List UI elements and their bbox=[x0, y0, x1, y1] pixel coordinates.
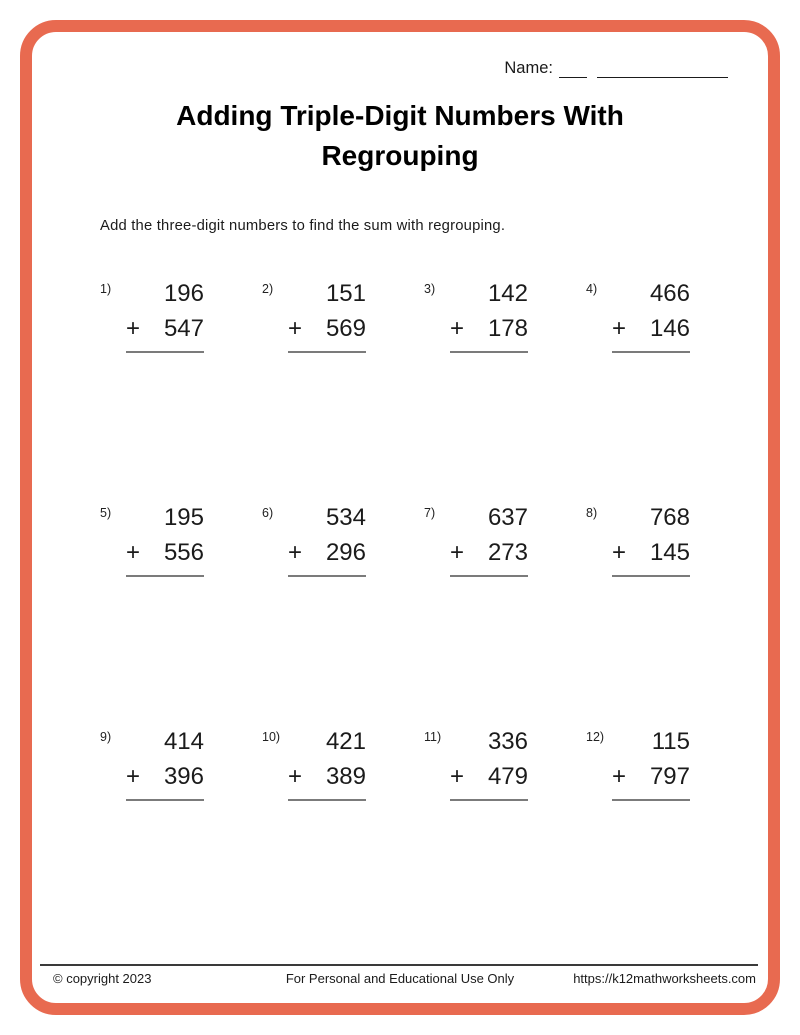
worksheet-title bbox=[0, 96, 800, 176]
addend-top: 336 bbox=[487, 728, 528, 755]
answer-line bbox=[450, 575, 528, 577]
addend-top: 534 bbox=[325, 504, 366, 531]
name-blank-line-long bbox=[597, 59, 728, 78]
addend-top: 151 bbox=[325, 280, 366, 307]
problem-5 bbox=[100, 500, 262, 724]
plus-sign: + bbox=[126, 539, 141, 566]
problem-number: 11) bbox=[424, 730, 442, 744]
addend-bottom: 296 bbox=[325, 539, 366, 566]
answer-line bbox=[288, 351, 366, 353]
answer-line bbox=[612, 351, 690, 353]
plus-sign: + bbox=[450, 315, 465, 342]
problem-number: 3) bbox=[424, 282, 436, 296]
addend-bottom: 389 bbox=[325, 763, 366, 790]
problem-2 bbox=[262, 276, 424, 500]
problem-work bbox=[612, 500, 690, 577]
name-blank-line-short bbox=[559, 59, 587, 78]
addend-bottom: 146 bbox=[649, 315, 690, 342]
title-line-2: Regrouping bbox=[321, 140, 479, 171]
problem-11 bbox=[424, 724, 586, 948]
addend-top: 195 bbox=[163, 504, 204, 531]
problem-work bbox=[126, 276, 204, 353]
problem-work bbox=[288, 500, 366, 577]
answer-line bbox=[126, 799, 204, 801]
plus-sign: + bbox=[126, 315, 141, 342]
problem-10 bbox=[262, 724, 424, 948]
problem-8 bbox=[586, 500, 748, 724]
plus-sign: + bbox=[612, 763, 627, 790]
plus-sign: + bbox=[450, 763, 465, 790]
addend-bottom: 145 bbox=[649, 539, 690, 566]
addend-top: 115 bbox=[651, 728, 690, 755]
plus-sign: + bbox=[612, 539, 627, 566]
problem-work bbox=[612, 276, 690, 353]
name-field bbox=[504, 58, 728, 78]
problem-number: 10) bbox=[262, 730, 281, 744]
problems-grid bbox=[100, 276, 748, 948]
problem-6 bbox=[262, 500, 424, 724]
answer-line bbox=[612, 575, 690, 577]
addend-top: 421 bbox=[325, 728, 366, 755]
problem-number: 2) bbox=[262, 282, 274, 296]
plus-sign: + bbox=[612, 315, 627, 342]
problem-work bbox=[450, 276, 528, 353]
addend-bottom: 479 bbox=[487, 763, 528, 790]
addend-bottom: 797 bbox=[649, 763, 690, 790]
addend-top: 768 bbox=[649, 504, 690, 531]
problem-7 bbox=[424, 500, 586, 724]
problem-1 bbox=[100, 276, 262, 500]
problem-work bbox=[612, 724, 690, 801]
answer-line bbox=[450, 351, 528, 353]
plus-sign: + bbox=[126, 763, 141, 790]
answer-line bbox=[126, 351, 204, 353]
footer-copyright: © copyright 2023 bbox=[53, 971, 152, 986]
answer-line bbox=[450, 799, 528, 801]
addend-bottom: 547 bbox=[163, 315, 204, 342]
answer-line bbox=[126, 575, 204, 577]
problem-number: 9) bbox=[100, 730, 112, 744]
problem-number: 5) bbox=[100, 506, 112, 520]
plus-sign: + bbox=[450, 539, 465, 566]
addend-bottom: 396 bbox=[163, 763, 204, 790]
answer-line bbox=[288, 575, 366, 577]
problem-12 bbox=[586, 724, 748, 948]
problem-work bbox=[450, 724, 528, 801]
problem-work bbox=[288, 724, 366, 801]
title-line-1: Adding Triple-Digit Numbers With bbox=[176, 100, 624, 131]
name-label: Name: bbox=[504, 59, 553, 77]
addend-bottom: 273 bbox=[487, 539, 528, 566]
addend-top: 637 bbox=[487, 504, 528, 531]
addend-bottom: 569 bbox=[325, 315, 366, 342]
addend-bottom: 178 bbox=[487, 315, 528, 342]
problem-number: 4) bbox=[586, 282, 598, 296]
answer-line bbox=[612, 799, 690, 801]
problem-work bbox=[126, 500, 204, 577]
footer-url: https://k12mathworksheets.com bbox=[573, 971, 756, 986]
instructions-text: Add the three-digit numbers to find the sum with regrouping. bbox=[100, 218, 506, 234]
addend-top: 466 bbox=[649, 280, 690, 307]
plus-sign: + bbox=[288, 539, 303, 566]
problem-number: 12) bbox=[586, 730, 605, 744]
problem-work bbox=[450, 500, 528, 577]
plus-sign: + bbox=[288, 315, 303, 342]
problem-9 bbox=[100, 724, 262, 948]
problem-work bbox=[288, 276, 366, 353]
problem-number: 1) bbox=[100, 282, 112, 296]
addend-top: 196 bbox=[163, 280, 204, 307]
problem-number: 7) bbox=[424, 506, 436, 520]
problem-4 bbox=[586, 276, 748, 500]
problem-3 bbox=[424, 276, 586, 500]
footer-divider bbox=[40, 964, 758, 966]
problem-number: 6) bbox=[262, 506, 274, 520]
problem-work bbox=[126, 724, 204, 801]
addend-top: 414 bbox=[163, 728, 204, 755]
addend-top: 142 bbox=[487, 280, 528, 307]
plus-sign: + bbox=[288, 763, 303, 790]
problem-number: 8) bbox=[586, 506, 598, 520]
footer-usage: For Personal and Educational Use Only bbox=[285, 971, 515, 986]
addend-bottom: 556 bbox=[163, 539, 204, 566]
answer-line bbox=[288, 799, 366, 801]
